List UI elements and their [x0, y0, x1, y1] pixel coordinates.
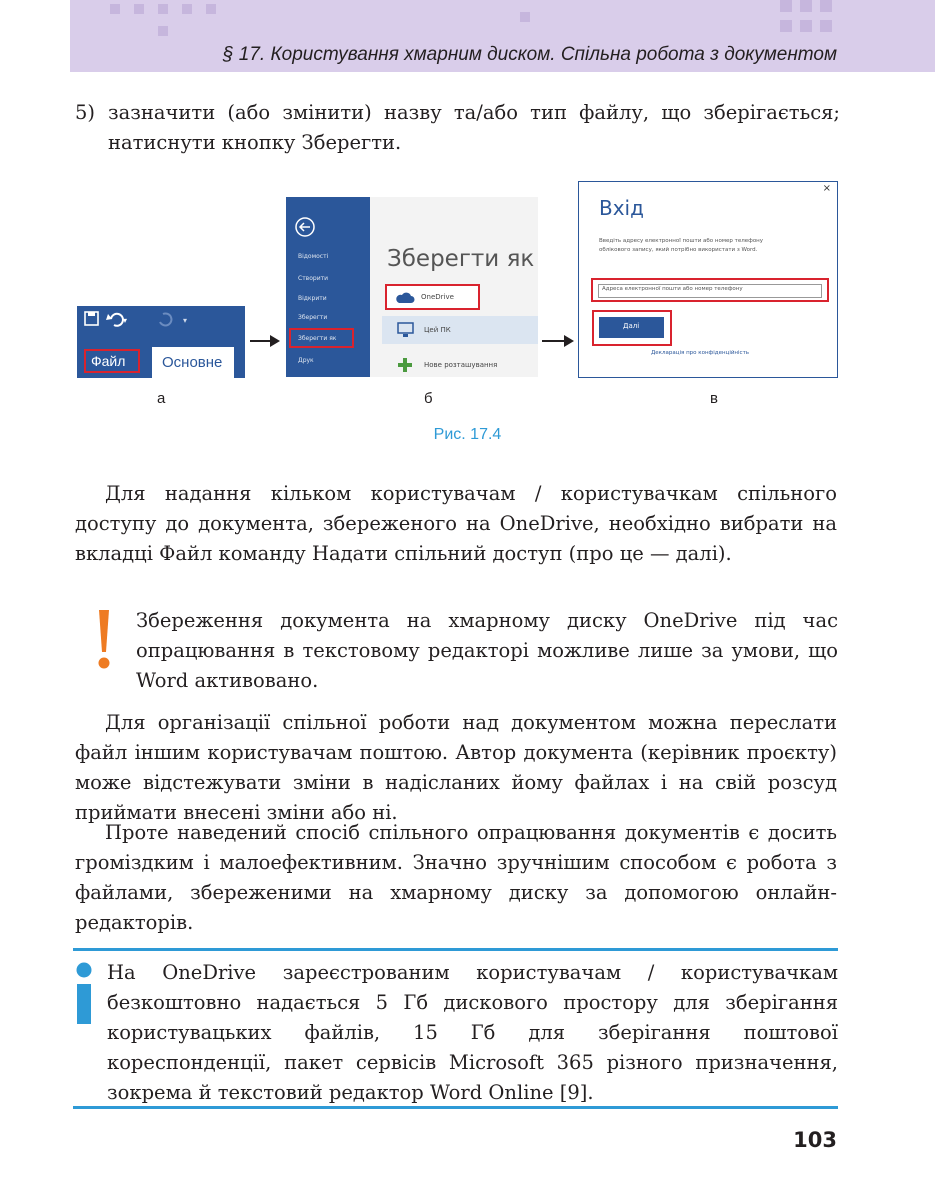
arrow-b-to-c: [542, 340, 572, 342]
figure-shot-c: [578, 181, 838, 378]
exclamation-icon: [96, 608, 112, 670]
header-decor-square: [206, 4, 216, 14]
header-decor-square: [820, 0, 832, 12]
email-field-placeholder: Адреса електронної пошти або номер телефону: [602, 286, 743, 292]
header-decor-square: [820, 20, 832, 32]
onedrive-option[interactable]: [385, 284, 480, 310]
page-number: 103: [793, 1128, 837, 1152]
next-button[interactable]: [599, 317, 664, 338]
paragraph-share: Для надання кільком користувачам / користувачкам спільного доступу до документа, збереженого на OneDrive, необхідно вибрати на вкладці Файл команду Надати спільний доступ (про це — далі).: [75, 482, 837, 565]
svg-text:▾: ▾: [123, 316, 128, 325]
privacy-link[interactable]: Декларація про конфіденційність: [651, 350, 750, 356]
figure-label-c: в: [710, 390, 718, 407]
save-as-title: Зберегти як: [387, 246, 535, 272]
figure-shot-a: [77, 306, 245, 378]
sidebar-item-info[interactable]: Відомості: [298, 253, 329, 260]
figure-label-a: а: [157, 390, 166, 407]
info-icon: [74, 962, 94, 1026]
note-text: Збереження документа на хмарному диску OneDrive під час опрацювання в текстовому редакторі можливе лише за умови, що Word активовано.: [136, 609, 838, 692]
this-pc-label: Цей ПК: [424, 326, 451, 334]
header-decor-square: [110, 4, 120, 14]
sidebar-item-save[interactable]: Зберегти: [298, 314, 328, 321]
header-decor-square: [800, 20, 812, 32]
tab-file[interactable]: [84, 349, 140, 373]
header-decor-square: [800, 0, 812, 12]
header-decor-square: [134, 4, 144, 14]
paragraph-online-editors: Проте наведений спосіб спільного опрацювання документів є досить громіздким і малоефективним. Значно зручнішим способом є робота з файлами, збереженими на хмарному диску за допомогою онлайн-редакторів.: [75, 821, 837, 934]
info-text: На OneDrive зареєстрованим користувачам / користувачкам безкоштовно надається 5 Гб дискового простору для зберігання користувацьких файлів, 15 Гб для зберігання поштової кореспонденції, пакет сервісів Microsoft 365 різного призначення, зокрема й текстовий редактор Word Online [9].: [107, 961, 838, 1104]
email-field-highlight: [591, 278, 829, 302]
arrow-a-to-b: [250, 340, 278, 342]
backstage-sidebar: [286, 197, 370, 377]
header-decor-square: [182, 4, 192, 14]
sidebar-item-new[interactable]: Створити: [298, 275, 328, 282]
info-top-rule: [73, 948, 838, 951]
save-as-highlight: [289, 328, 354, 348]
list-item-number: 5): [75, 101, 96, 124]
header-decor-square: [780, 0, 792, 12]
tab-home[interactable]: [152, 347, 234, 378]
email-field[interactable]: [598, 284, 822, 298]
onedrive-label: OneDrive: [421, 293, 454, 301]
next-button-highlight: [592, 310, 672, 346]
computer-icon: [396, 321, 416, 341]
close-icon[interactable]: ×: [822, 183, 831, 194]
paragraph-email: Для організації спільної роботи над документом можна переслати файл іншим користувачам поштою. Автор документа (керівник проєкту) може відстежувати зміни в надісланих йому файлах і на свій розсуд приймати внесені зміни або ні.: [75, 711, 837, 824]
back-arrow-icon[interactable]: [286, 197, 370, 247]
add-place-icon: [396, 356, 414, 374]
header-decor-square: [520, 12, 530, 22]
info-bottom-rule: [73, 1106, 838, 1109]
tab-home-label: Основне: [162, 354, 223, 371]
header-decor-square: [158, 4, 168, 14]
sign-in-title: Вхід: [599, 196, 644, 220]
figure-shot-b: [286, 197, 538, 377]
section-title: § 17. Користування хмарним диском. Спільна робота з документом: [222, 44, 837, 65]
onedrive-cloud-icon: [395, 291, 415, 305]
sign-in-hint: Введіть адресу електронної пошти або номер телефону облікового запису, який потрібно використати з Word.: [599, 238, 764, 253]
sidebar-item-save-as[interactable]: Зберегти як: [298, 335, 337, 342]
next-button-label: Далі: [623, 322, 640, 330]
add-place-label: Нове розташування: [424, 361, 498, 369]
svg-text:▾: ▾: [183, 316, 188, 325]
list-item-5: [75, 98, 840, 158]
sidebar-item-open[interactable]: Відкрити: [298, 295, 327, 302]
header-decor-square: [158, 26, 168, 36]
list-item-text: зазначити (або змінити) назву та/або тип файлу, що зберігається; натиснути кнопку Зберегти.: [108, 101, 840, 154]
tab-file-label: Файл: [91, 353, 126, 369]
sidebar-item-print[interactable]: Друк: [298, 357, 314, 364]
figure-caption: Рис. 17.4: [433, 426, 502, 443]
header-decor-square: [780, 20, 792, 32]
figure-label-b: б: [424, 390, 433, 407]
